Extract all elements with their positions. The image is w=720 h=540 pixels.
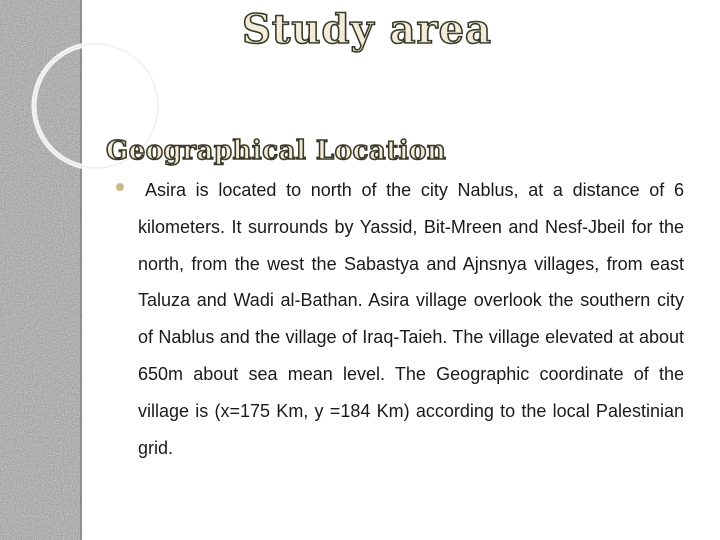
decorative-circle — [0, 0, 160, 200]
bullet-icon — [116, 183, 124, 191]
slide-subtitle: Geographical Location — [106, 136, 447, 166]
slide-title: Study area — [242, 6, 492, 53]
bullet-text: Asira is located to north of the city Nablus, at a distance of 6 kilometers. It surrounds by Yassid, Bit-Mreen and Nesf-Jbeil for the north, from the west the Sabastya and Ajnsnya villages, from east Taluza and Wadi al-Bathan. Asira village overlook the southern city of Nablus and the village of Iraq-Taieh. The village elevated at about 650m about sea mean level. The Geographic coordinate of the village is (x=175 Km, y =184 Km) according to the local Palestinian grid. — [138, 180, 684, 458]
